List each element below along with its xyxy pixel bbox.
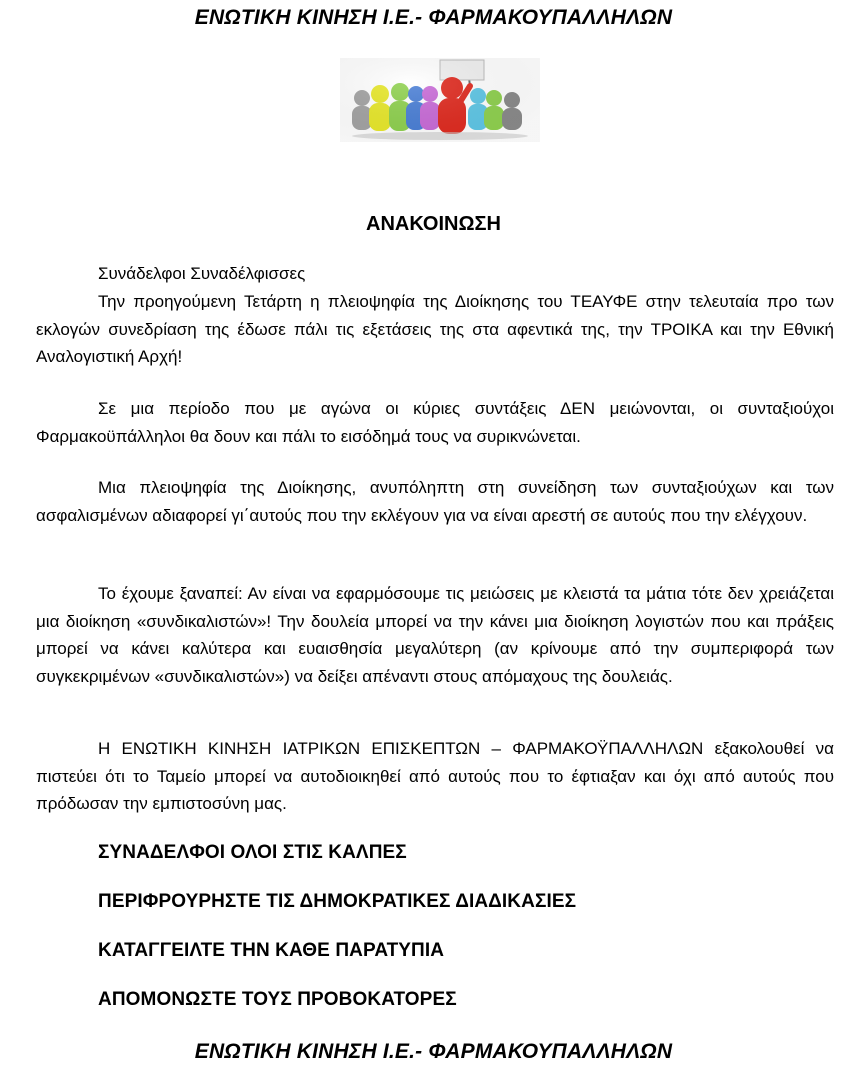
slogan-1: ΣΥΝΑΔΕΛΦΟΙ ΟΛΟΙ ΣΤΙΣ ΚΑΛΠΕΣ bbox=[98, 842, 407, 863]
paragraph-5 bbox=[36, 735, 834, 818]
salutation: Συνάδελφοι Συναδέλφισσες bbox=[98, 264, 306, 283]
paragraph-4-text: Το έχουμε ξαναπεί: Αν είναι να εφαρμόσουμε τις μειώσεις με κλειστά τα μάτια τότε δεν χρειάζεται μια διοίκηση «συνδικαλιστών»! Την δουλεία μπορεί να την κάνει μια διοίκηση λογιστών που και πράξεις μπορεί να κάνει καλύτερα και ευαισθησία μεγαλύτερη (αν κρίνουμε από την συμπεριφορά των συγκεκριμένων «συνδικαλιστών») να δείξει απέναντι στους απόμαχους της δουλειάς. bbox=[36, 584, 834, 686]
paragraph-4 bbox=[36, 580, 834, 690]
header-title: ΕΝΩΤΙΚΗ ΚΙΝΗΣΗ Ι.Ε.- ΦΑΡΜΑΚΟΥΠΑΛΛΗΛΩΝ bbox=[194, 6, 673, 29]
protest-crowd-logo bbox=[340, 58, 540, 142]
slogan-4: ΑΠΟΜΟΝΩΣΤΕ ΤΟΥΣ ΠΡΟΒΟΚΑΤΟΡΕΣ bbox=[98, 989, 457, 1010]
announcement-heading: ΑΝΑΚΟΙΝΩΣΗ bbox=[366, 213, 501, 235]
paragraph-3 bbox=[36, 474, 834, 529]
footer-title: ΕΝΩΤΙΚΗ ΚΙΝΗΣΗ Ι.Ε.- ΦΑΡΜΑΚΟΥΠΑΛΛΗΛΩΝ bbox=[194, 1040, 673, 1063]
paragraph-1 bbox=[36, 288, 834, 371]
slogan-3: ΚΑΤΑΓΓΕΙΛΤΕ ΤΗΝ ΚΑΘΕ ΠΑΡΑΤΥΠΙΑ bbox=[98, 940, 445, 961]
slogan-2: ΠΕΡΙΦΡΟΥΡΗΣΤΕ ΤΙΣ ΔΗΜΟΚΡΑΤΙΚΕΣ ΔΙΑΔΙΚΑΣΙΕΣ bbox=[98, 891, 577, 912]
paragraph-2 bbox=[36, 395, 834, 450]
paragraph-1-text: Την προηγούμενη Τετάρτη η πλειοψηφία της Διοίκησης του ΤΕΑΥΦΕ στην τελευταία προ των εκλογών συνεδρίαση της έδωσε πάλι τις εξετάσεις της στα αφεντικά της, την ΤΡΟΙΚΑ και την Εθνική Αναλογιστική Αρχή! bbox=[36, 292, 834, 366]
paragraph-5-text: Η ΕΝΩΤΙΚΗ ΚΙΝΗΣΗ ΙΑΤΡΙΚΩΝ ΕΠΙΣΚΕΠΤΩΝ – ΦΑΡΜΑΚΟΫΠΑΛΛΗΛΩΝ εξακολουθεί να πιστεύει ότι το Ταμείο μπορεί να αυτοδιοικηθεί από αυτούς που το έφτιαξαν και όχι από αυτούς που πρόδωσαν την εμπιστοσύνη μας. bbox=[36, 739, 834, 813]
paragraph-2-text: Σε μια περίοδο που με αγώνα οι κύριες συντάξεις ΔΕΝ μειώνονται, οι συνταξιούχοι Φαρμακοϋπάλληλοι θα δουν και πάλι το εισόδημά τους να συρικνώνεται. bbox=[36, 399, 834, 446]
paragraph-3-text: Μια πλειοψηφία της Διοίκησης, ανυπόληπτη στη συνείδηση των συνταξιούχων και των ασφαλισμένων αδιαφορεί γι΄αυτούς που την εκλέγουν για να είναι αρεστή σε αυτούς που την ελέγχουν. bbox=[36, 478, 834, 525]
